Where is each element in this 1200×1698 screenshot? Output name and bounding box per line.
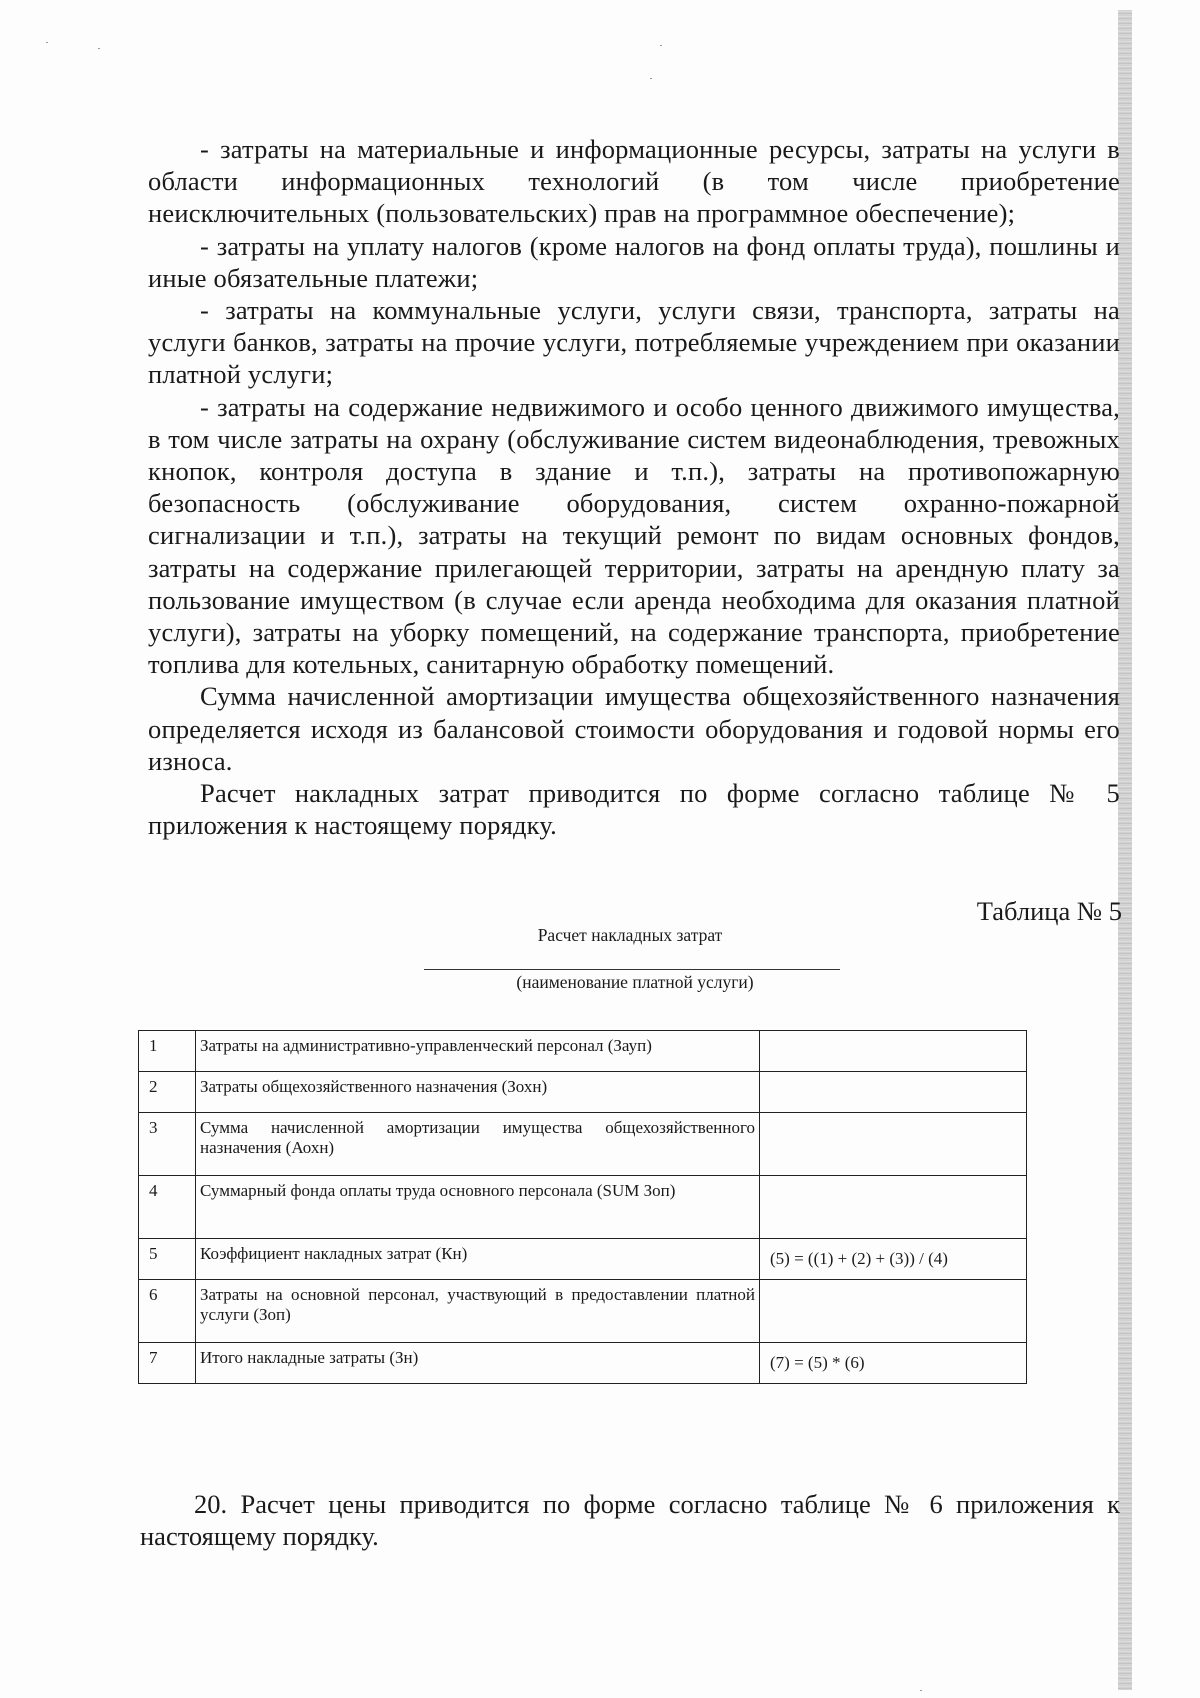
row-description: Итого накладные затраты (Зн) <box>196 1343 760 1384</box>
row-number: 4 <box>139 1176 196 1239</box>
price-calculation-paragraph-block <box>140 1488 1120 1552</box>
row-description: Затраты общехозяйственного назначения (Зохн) <box>196 1072 760 1113</box>
table-row <box>139 1031 1027 1072</box>
paragraph-price-calculation: 20. Расчет цены приводится по форме согласно таблице № 6 приложения к настоящему порядку. <box>140 1489 1120 1551</box>
row-number: 5 <box>139 1239 196 1280</box>
paragraph-it-costs: - затраты на материальные и информационные ресурсы, затраты на услуги в области информационных технологий (в том числе приобретение неисключительных (пользовательских) прав на программное обеспечение); <box>148 134 1120 229</box>
scan-speck <box>650 78 652 79</box>
row-number: 3 <box>139 1113 196 1176</box>
scan-edge <box>1118 10 1132 1690</box>
service-name-caption: (наименование платной услуги) <box>516 972 754 992</box>
row-number: 7 <box>139 1343 196 1384</box>
row-description: Коэффициент накладных затрат (Кн) <box>196 1239 760 1280</box>
row-value: (5) = ((1) + (2) + (3)) / (4) <box>760 1239 1027 1280</box>
service-name-blank-line <box>424 969 840 970</box>
row-number: 6 <box>139 1280 196 1343</box>
paragraph-taxes: - затраты на уплату налогов (кроме налогов на фонд оплаты труда), пошлины и иные обязательные платежи; <box>148 230 1120 293</box>
row-description: Затраты на административно-управленческий персонал (Зауп) <box>196 1031 760 1072</box>
table-row <box>139 1176 1027 1239</box>
row-value: (7) = (5) * (6) <box>760 1343 1027 1384</box>
row-value <box>760 1280 1027 1343</box>
overhead-costs-table <box>138 1030 1027 1384</box>
scan-speck <box>920 1690 922 1691</box>
paragraph-depreciation: Сумма начисленной амортизации имущества общехозяйственного назначения определяется исходя из балансовой стоимости оборудования и годовой нормы его износа. <box>148 681 1120 776</box>
row-number: 1 <box>139 1031 196 1072</box>
table-number: Таблица № 5 <box>976 896 1122 926</box>
scan-speck <box>46 42 48 43</box>
row-description: Сумма начисленной амортизации имущества общехозяйственного назначения (Аохн) <box>196 1113 760 1176</box>
paragraph-property-maintenance: - затраты на содержание недвижимого и особо ценного движимого имущества, в том числе затраты на охрану (обслуживание систем видеонаблюдения, тревожных кнопок, контроля доступа в здание и т.п.), затраты на противопожарную безопасность (обслуживание оборудования, систем охранно-пожарной сигнализации и т.п.), затраты на текущий ремонт по видам основных фондов, затраты на содержание прилегающей территории, затраты на арендную плату за пользование имуществом (в случае если аренда необходима для оказания платной услуги), затраты на уборку помещений, на содержание транспорта, приобретение топлива для котельных, санитарную обработку помещений. <box>148 391 1120 680</box>
table-row <box>139 1280 1027 1343</box>
row-description: Затраты на основной персонал, участвующий в предоставлении платной услуги (Зоп) <box>196 1280 760 1343</box>
row-value <box>760 1072 1027 1113</box>
paragraph-overhead-reference: Расчет накладных затрат приводится по форме согласно таблице № 5 приложения к настоящему порядку. <box>148 778 1120 841</box>
row-value <box>760 1176 1027 1239</box>
table-row <box>139 1072 1027 1113</box>
row-value <box>760 1113 1027 1176</box>
table-row <box>139 1343 1027 1384</box>
row-description: Суммарный фонда оплаты труда основного персонала (SUM Зоп) <box>196 1176 760 1239</box>
table-row <box>139 1239 1027 1280</box>
paragraph-utilities: - затраты на коммунальные услуги, услуги связи, транспорта, затраты на услуги банков, затраты на прочие услуги, потребляемые учреждением при оказании платной услуги; <box>148 295 1120 390</box>
row-value <box>760 1031 1027 1072</box>
body-text <box>148 133 1120 841</box>
row-number: 2 <box>139 1072 196 1113</box>
scan-speck <box>98 48 100 49</box>
table-row <box>139 1113 1027 1176</box>
scan-speck <box>660 45 662 46</box>
table-title: Расчет накладных затрат <box>537 925 723 945</box>
